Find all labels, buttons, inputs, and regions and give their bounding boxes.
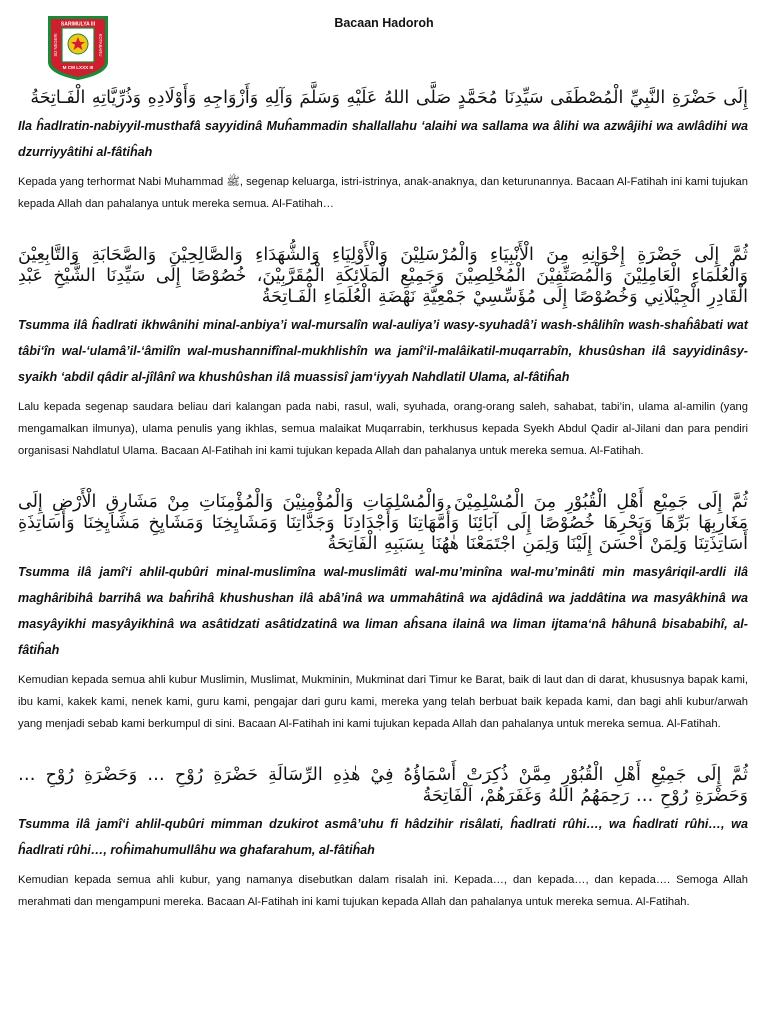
transliteration-text: Ila ĥadlratin-nabiyyil-musthafâ sayyidinâ Muĥammadin shallallahu ‘alaihi wa sallama wa âlihi wa azwâjihi wa awlâdihi wa dzurriyyâtihi al-fâtiĥah: [18, 119, 748, 159]
translation-text: Kepada yang terhormat Nabi Muhammad ﷺ, segenap keluarga, istri-istrinya, anak-anaknya, dan keturunannya. Bacaan Al-Fatihah ini kami tujukan kepada Allah dan pahalanya untuk mereka semua. Al-Fatihah…: [18, 176, 748, 210]
transliteration-text: Tsumma ilâ jamî‘i ahlil-qubûri minal-muslimîna wal-muslimâti wal-mu’minîna wal-mu’minâti min masyâriqil-ardli ilâ maghâribihâ barrihâ wa baĥrihâ khushushan ilâ abâ’inâ wa ummahâtinâ wa ajdâdinâ wa jaddâtina wa masyâkhinâ wa masyâyikhi masyâyikhinâ wa asâtidzati asâtidzatinâ wa liman aĥsana ilainâ wa liman ijtama‘nâ hâhunâ bisababihî, al-fâtiĥah: [18, 565, 748, 657]
arabic-text: ثُمَّ إِلَى جَمِيْعِ أَهْلِ الْقُبُوْرِ مِنَ الْمُسْلِمِيْنَ وَالْمُسْلِمَاتِ وَالْمُؤْمِنِيْنَ وَالْمُؤْمِنَاتِ مِنْ مَشَارِقِ الْأَرْضِ إِلَى مَغَارِبِهَا بَرِّهَا وَبَحْرِهَا خُصُوْصًا إِلَى آبَائِنَا وَأُمَّهَاتِنَا وَأَجْدَادِنَا وَجَدَّاتِنَا وَمَشَايِخِنَا وَمَشَايِخِ مَشَايِخِنَا وَأَسَاتِذَةِ أَسَاتِذَتِنَا وَلِمَنْ أَحْسَنَ إِلَيْنَا وَلِمَنِ اجْتَمَعْنَا هٰهُنَا بِسَبَبِهِ الْفَاتِحَةُ: [18, 492, 748, 554]
transliteration-text: Tsumma ilâ jamî‘i ahlil-qubûri mimman dzukirot asmâ’uhu fi hâdzihir risâlati, ĥadlrati rûhi…, wa ĥadlrati rûhi…, wa ĥadlrati rûhi…, roĥimahumullâhu wa ghafarahum, al-fâtiĥah: [18, 817, 748, 857]
prayer-section-3: [18, 492, 748, 735]
prayer-section-1: [18, 88, 748, 215]
logo-right-text: KOTABARU: [98, 33, 103, 57]
logo-left-text: SD NEGERI: [53, 33, 58, 57]
translation-text: Kemudian kepada semua ahli kubur, yang namanya disebutkan dalam risalah ini. Kepada…, dan kepada…, dan kepada…. Semoga Allah merahmati dan mengampuni mereka. Bacaan Al-Fatihah ini kami tujukan kepada Allah dan pahalanya untuk mereka semua. Al-Fatihah.: [18, 874, 748, 908]
translation-text: Lalu kepada segenap saudara beliau dari kalangan pada nabi, rasul, wali, syuhada, orang-orang saleh, sahabat, tabi’in, ulama al-amilin (yang mengamalkan ilmunya), ulama penulis yang ikhlas, semua malaikat Muqarrabin, terkhusus kepada Syekh Abdul Qadir al-Jilani dan para pendiri organisasi Nahdlatul Ulama. Bacaan Al-Fatihah ini kami tujukan kepada Allah dan pahalanya untuk mereka semua. Al-Fatihah.: [18, 401, 748, 457]
arabic-text: ثُمَّ إِلَى جَمِيْعِ أَهْلِ الْقُبُوْرِ مِمَّنْ ذُكِرَتْ أَسْمَاؤُهُ فِيْ هٰذِهِ الرِّسَالَةِ حَضْرَةِ رُوْحِ … وَحَضْرَةِ رُوْحِ … وَحَضْرَةِ رُوْحِ … رَحِمَهُمُ اللهُ وَغَفَرَهُمْ، اَلْفَاتِحَةُ: [18, 765, 748, 806]
logo-bottom-text: M CM LXXX III: [62, 65, 94, 70]
prayer-section-2: [18, 245, 748, 462]
transliteration-text: Tsumma ilâ ĥadlrati ikhwânihi minal-anbiya’i wal-mursalîn wal-auliya’i wasy-syuhadâ’i wash-shâlihîn wash-shaĥâbati wat tâbi‘în wal-‘ulamâ’il-‘âmilîn wal-mushannifînal-mukhlishîn wa jamî‘il-malâikatil-muqarrabîn, khusûshan ilâ sayyidinâsy-syaikh ‘abdil qâdir al-jîlânî wa khushûshan ilâ muassisî jam‘iyyah Nahdlatil Ulama, al-fâtiĥah: [18, 318, 748, 384]
prayer-content: [18, 88, 748, 927]
arabic-text: ثُمَّ إِلَى حَضْرَةِ إِخْوَانِهِ مِنَ الْأَنْبِيَاءِ وَالْمُرْسَلِيْنَ وَالْأَوْلِيَاءِ وَالشُّهَدَاءِ وَالصَّالِحِيْنَ وَالصَّحَابَةِ وَالتَّابِعِيْنَ وَالْعُلَمَاءِ الْعَامِلِيْنَ وَالْمُصَنِّفِيْنَ الْمُخْلِصِيْنَ وَجَمِيْعِ الْمَلَائِكَةِ الْمُقَرَّبِيْنَ، خُصُوْصًا إِلَى سَيِّدِنَا الشَّيْخِ عَبْدِ الْقَادِرِ الْجِيْلَانِي وَخُصُوْصًا إِلَى مُؤَسِّسِيْ جَمْعِيَّةِ نَهْضَةِ الْعُلَمَاءِ الْفَـاتِحَةُ: [18, 245, 748, 307]
page-title: Bacaan Hadoroh: [334, 16, 434, 30]
prayer-section-4: [18, 765, 748, 913]
arabic-text: إِلَى حَضْرَةِ النَّبِيِّ الْمُصْطَفَى سَيِّدِنَا مُحَمَّدٍ صَلَّى اللهُ عَلَيْهِ وَسَلَّمَ وَآلِهِ وَأَزْوَاجِهِ وَأَوْلَادِهِ وَذُرِّيَّاتِهِ الْفَـاتِحَةُ: [30, 88, 748, 108]
translation-text: Kemudian kepada semua ahli kubur Muslimin, Muslimat, Mukminin, Mukminat dari Timur ke Barat, baik di laut dan di darat, khususnya bapak kami, ibu kami, kakek kami, nenek kami, guru kami, pengajar dari guru kami, mereka yang telah berbuat baik kepada kami, dan bagi ahli kubur/arwah yang menjadi sebab kami berkumpul di sini. Bacaan Al-Fatihah ini kami tujukan kepada Allah dan pahalanya untuk mereka semua. Al-Fatihah.: [18, 674, 748, 730]
logo-top-text: SARIMULYA III: [60, 21, 96, 28]
